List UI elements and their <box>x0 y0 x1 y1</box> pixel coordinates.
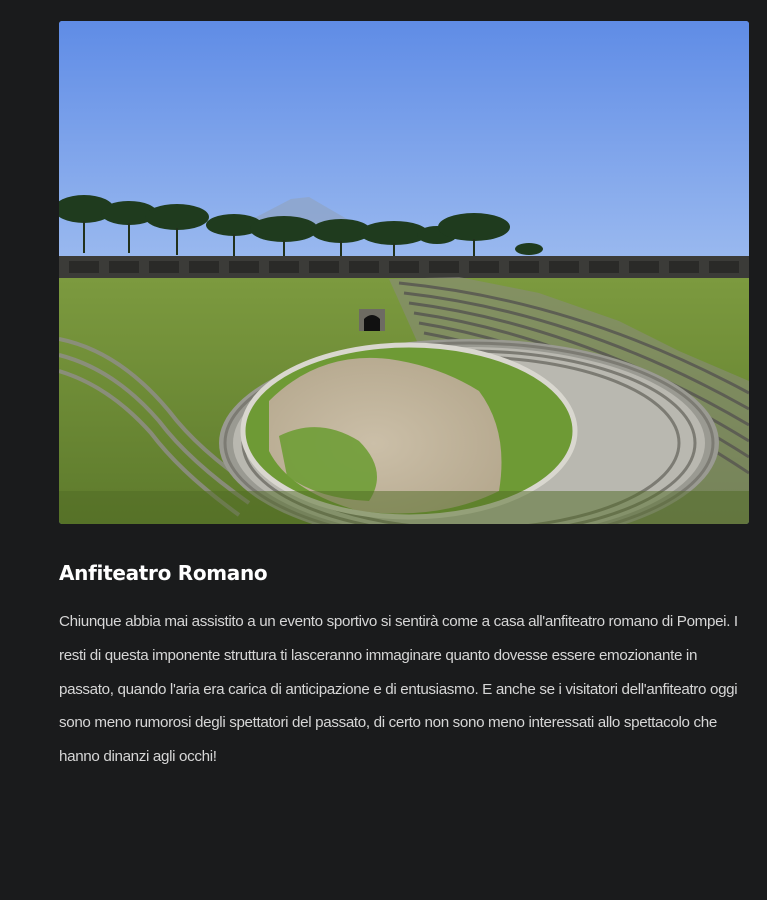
card-title: Anfiteatro Romano <box>59 561 268 585</box>
amphitheatre-illustration <box>59 21 749 524</box>
card-description: Chiunque abbia mai assistito a un evento sportivo si sentirà come a casa all'anfiteatro romano di Pompei. I resti di questa imponente struttura ti lasceranno immaginare quanto dovesse essere emozionante in passato, quando l'aria era carica di anticipazione e di entusiasmo. E anche se i visitatori dell'anfiteatro oggi sono meno rumorosi degli spettatori del passato, di certo non sono meno interessati allo spettacolo che hanno dinanzi agli occhi! <box>59 613 738 766</box>
amphitheatre-photo <box>59 21 749 524</box>
